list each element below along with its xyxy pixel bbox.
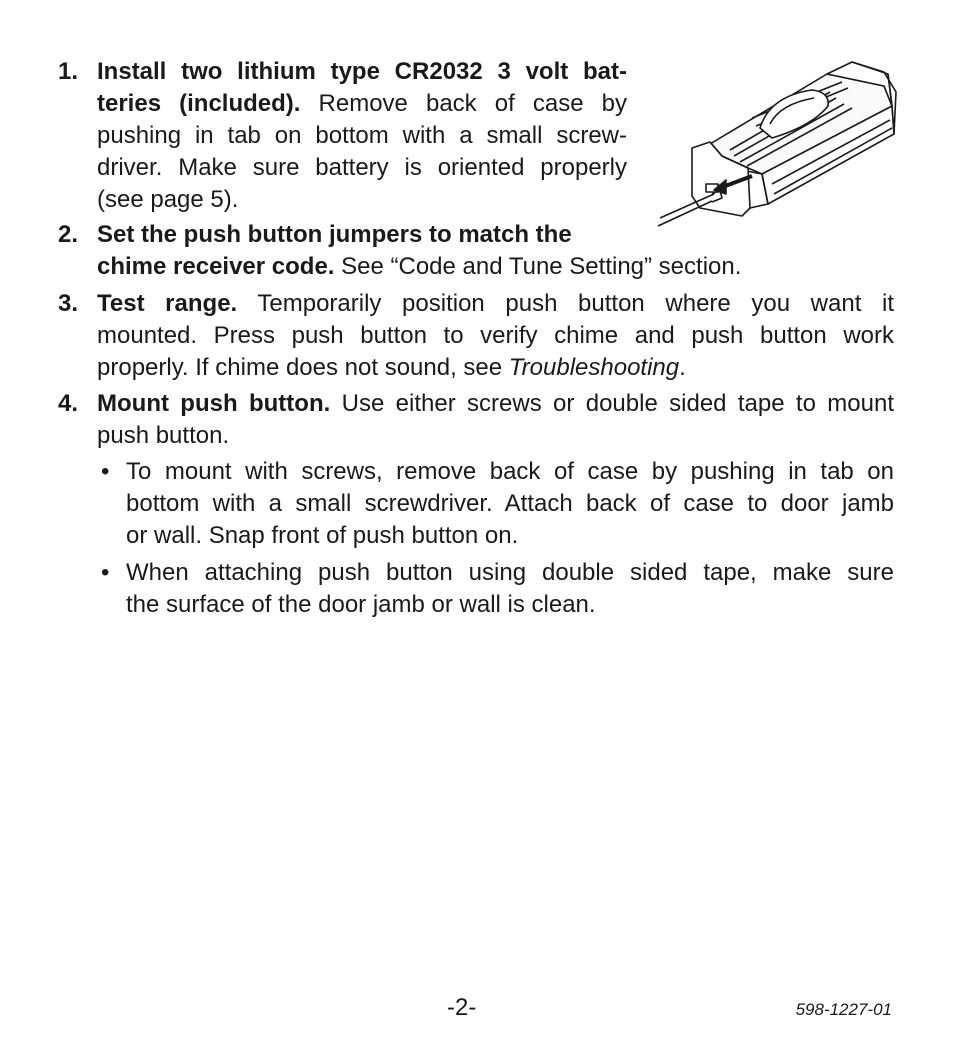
step-number: 4. [58,390,79,417]
step-3-text [97,288,894,384]
step-4-text [97,388,894,452]
step-3-line-1: Test range. Temporarily position push button where you want it [97,290,894,317]
step-3-line-3: properly. If chime does not sound, see Troubleshooting. [97,354,686,381]
step-4-line-1: Mount push button. Use either screws or double sided tape to mount [97,390,894,417]
step-4-line-2: push button. [97,422,230,449]
bullet-2-line-1: When attaching push button using double sided tape, make sure [126,559,894,586]
step-1-line-1: Install two lithium type CR2032 3 volt bat- [97,58,627,85]
bullet-1-line-3: or wall. Snap front of push button on. [126,522,519,549]
step-1-line-4: driver. Make sure battery is oriented properly [97,154,627,181]
bullet-2-line-2: the surface of the door jamb or wall is clean. [126,591,596,618]
bullet-icon: • [101,458,110,485]
page-number: -2- [447,994,477,1021]
step-2-line-1: Set the push button jumpers to match the [97,221,572,248]
step-number: 1. [58,58,79,85]
step-1-text [97,56,627,216]
bullet-1-line-1: To mount with screws, remove back of case by pushing in tab on [126,458,894,485]
push-button-screwdriver-illustration [652,56,902,236]
step-2-line-2: chime receiver code. See “Code and Tune Setting” section. [97,253,742,280]
bullet-2-text [126,557,894,621]
bullet-1-line-2: bottom with a small screwdriver. Attach back of case to door jamb [126,490,894,517]
step-1-line-5: (see page 5). [97,186,239,213]
step-number: 2. [58,221,79,248]
step-3-line-2: mounted. Press push button to verify chime and push button work [97,322,894,349]
step-number: 3. [58,290,79,317]
document-code: 598-1227-01 [795,1000,892,1019]
step-1-line-2: teries (included). Remove back of case by [97,90,627,117]
step-1-line-3: pushing in tab on bottom with a small screw- [97,122,627,149]
bullet-1-text [126,456,894,552]
bullet-icon: • [101,559,110,586]
